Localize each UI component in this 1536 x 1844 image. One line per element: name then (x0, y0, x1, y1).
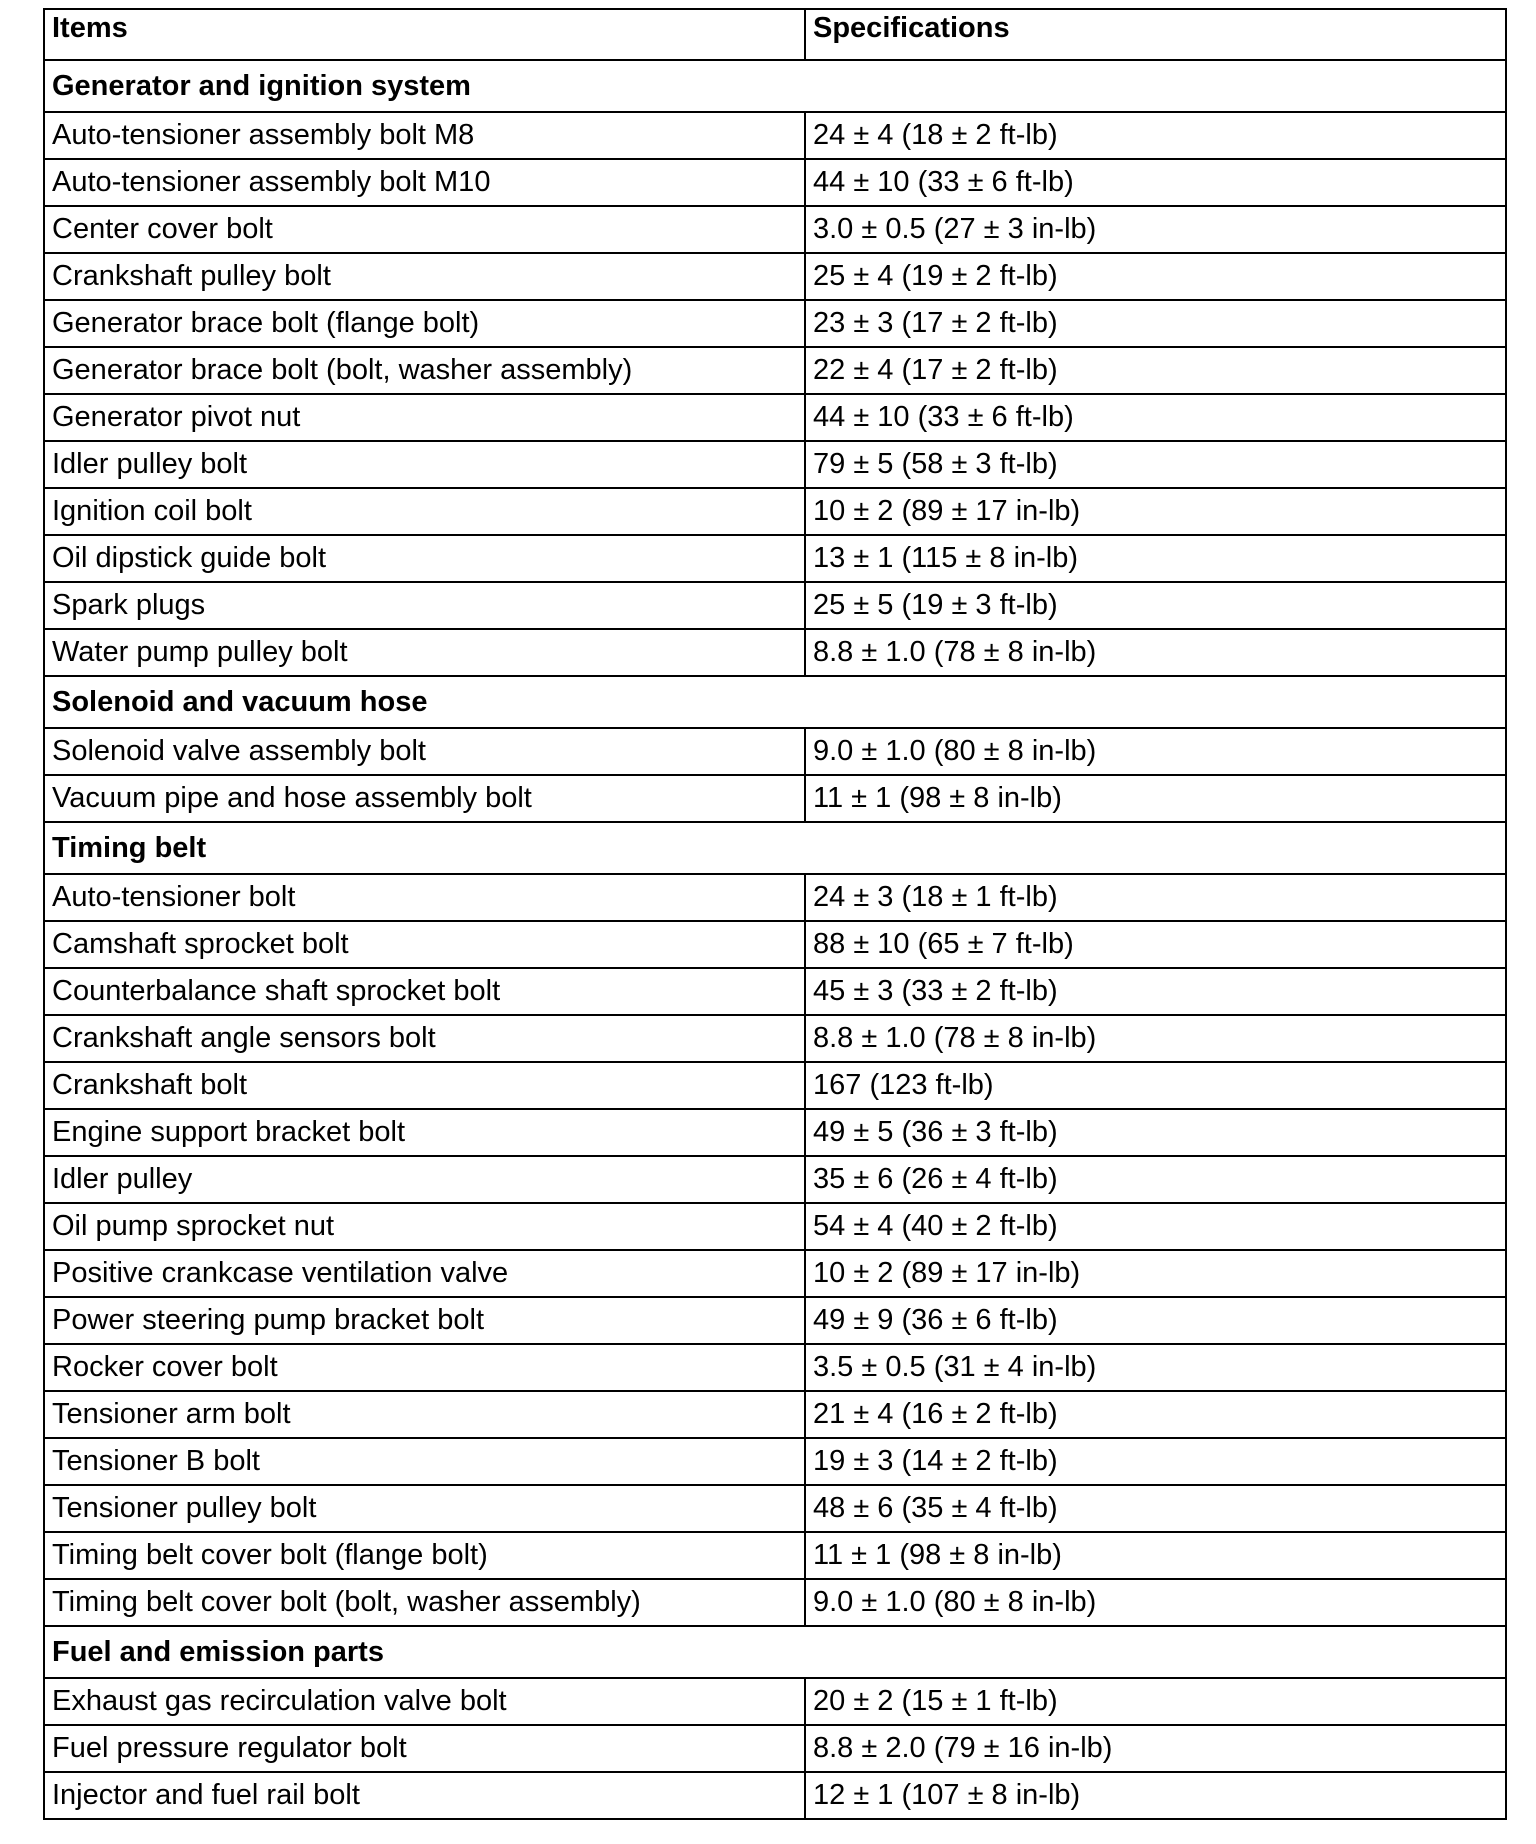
specification-cell: 8.8 ± 1.0 (78 ± 8 in-lb) (805, 629, 1506, 676)
item-cell: Oil dipstick guide bolt (44, 535, 805, 582)
table-header-row (44, 9, 1506, 60)
item-cell: Injector and fuel rail bolt (44, 1772, 805, 1819)
specification-cell: 48 ± 6 (35 ± 4 ft-lb) (805, 1485, 1506, 1532)
specification-cell: 44 ± 10 (33 ± 6 ft-lb) (805, 394, 1506, 441)
table-row (44, 1109, 1506, 1156)
specification-cell: 12 ± 1 (107 ± 8 in-lb) (805, 1772, 1506, 1819)
specification-cell: 45 ± 3 (33 ± 2 ft-lb) (805, 968, 1506, 1015)
item-cell: Idler pulley bolt (44, 441, 805, 488)
section-header-row (44, 676, 1506, 728)
table-row (44, 1532, 1506, 1579)
specification-cell: 10 ± 2 (89 ± 17 in-lb) (805, 488, 1506, 535)
item-cell: Generator brace bolt (bolt, washer assembly) (44, 347, 805, 394)
specification-cell: 88 ± 10 (65 ± 7 ft-lb) (805, 921, 1506, 968)
item-cell: Fuel pressure regulator bolt (44, 1725, 805, 1772)
table-row (44, 112, 1506, 159)
item-cell: Rocker cover bolt (44, 1344, 805, 1391)
item-cell: Camshaft sprocket bolt (44, 921, 805, 968)
table-row (44, 1062, 1506, 1109)
table-row (44, 1344, 1506, 1391)
table-row (44, 1579, 1506, 1626)
item-cell: Idler pulley (44, 1156, 805, 1203)
item-cell: Exhaust gas recirculation valve bolt (44, 1678, 805, 1725)
specification-cell: 24 ± 3 (18 ± 1 ft-lb) (805, 874, 1506, 921)
item-cell: Engine support bracket bolt (44, 1109, 805, 1156)
specification-cell: 49 ± 5 (36 ± 3 ft-lb) (805, 1109, 1506, 1156)
table-row (44, 253, 1506, 300)
item-cell: Auto-tensioner assembly bolt M10 (44, 159, 805, 206)
table-row (44, 159, 1506, 206)
item-cell: Crankshaft pulley bolt (44, 253, 805, 300)
table-row (44, 921, 1506, 968)
item-cell: Tensioner arm bolt (44, 1391, 805, 1438)
table-row (44, 535, 1506, 582)
table-row (44, 968, 1506, 1015)
specification-cell: 8.8 ± 2.0 (79 ± 16 in-lb) (805, 1725, 1506, 1772)
specification-cell: 25 ± 4 (19 ± 2 ft-lb) (805, 253, 1506, 300)
specification-cell: 20 ± 2 (15 ± 1 ft-lb) (805, 1678, 1506, 1725)
table-row (44, 728, 1506, 775)
item-cell: Solenoid valve assembly bolt (44, 728, 805, 775)
specification-cell: 9.0 ± 1.0 (80 ± 8 in-lb) (805, 1579, 1506, 1626)
table-row (44, 582, 1506, 629)
table-row (44, 347, 1506, 394)
table-row (44, 1250, 1506, 1297)
item-cell: Generator pivot nut (44, 394, 805, 441)
item-cell: Vacuum pipe and hose assembly bolt (44, 775, 805, 822)
section-header-row (44, 822, 1506, 874)
item-cell: Auto-tensioner assembly bolt M8 (44, 112, 805, 159)
specification-cell: 22 ± 4 (17 ± 2 ft-lb) (805, 347, 1506, 394)
specification-cell: 8.8 ± 1.0 (78 ± 8 in-lb) (805, 1015, 1506, 1062)
specification-cell: 167 (123 ft-lb) (805, 1062, 1506, 1109)
specification-cell: 19 ± 3 (14 ± 2 ft-lb) (805, 1438, 1506, 1485)
specification-cell: 49 ± 9 (36 ± 6 ft-lb) (805, 1297, 1506, 1344)
table-row (44, 1438, 1506, 1485)
table-row (44, 394, 1506, 441)
specification-cell: 35 ± 6 (26 ± 4 ft-lb) (805, 1156, 1506, 1203)
item-cell: Timing belt cover bolt (flange bolt) (44, 1532, 805, 1579)
section-title: Generator and ignition system (44, 60, 1506, 112)
item-cell: Generator brace bolt (flange bolt) (44, 300, 805, 347)
item-cell: Crankshaft angle sensors bolt (44, 1015, 805, 1062)
item-cell: Tensioner B bolt (44, 1438, 805, 1485)
section-title: Solenoid and vacuum hose (44, 676, 1506, 728)
table-row (44, 1678, 1506, 1725)
section-header-row (44, 60, 1506, 112)
item-cell: Auto-tensioner bolt (44, 874, 805, 921)
section-title: Timing belt (44, 822, 1506, 874)
specification-cell: 24 ± 4 (18 ± 2 ft-lb) (805, 112, 1506, 159)
specification-cell: 23 ± 3 (17 ± 2 ft-lb) (805, 300, 1506, 347)
table-row (44, 1391, 1506, 1438)
table-row (44, 206, 1506, 253)
table-row (44, 1203, 1506, 1250)
specification-cell: 9.0 ± 1.0 (80 ± 8 in-lb) (805, 728, 1506, 775)
header-specifications: Specifications (805, 9, 1506, 60)
header-items: Items (44, 9, 805, 60)
item-cell: Water pump pulley bolt (44, 629, 805, 676)
table-row (44, 441, 1506, 488)
specification-cell: 3.5 ± 0.5 (31 ± 4 in-lb) (805, 1344, 1506, 1391)
item-cell: Power steering pump bracket bolt (44, 1297, 805, 1344)
specification-cell: 79 ± 5 (58 ± 3 ft-lb) (805, 441, 1506, 488)
table-row (44, 1725, 1506, 1772)
item-cell: Spark plugs (44, 582, 805, 629)
specification-cell: 54 ± 4 (40 ± 2 ft-lb) (805, 1203, 1506, 1250)
table-row (44, 1485, 1506, 1532)
item-cell: Ignition coil bolt (44, 488, 805, 535)
table-body (44, 60, 1506, 1819)
item-cell: Timing belt cover bolt (bolt, washer assembly) (44, 1579, 805, 1626)
table-row (44, 775, 1506, 822)
specification-cell: 13 ± 1 (115 ± 8 in-lb) (805, 535, 1506, 582)
item-cell: Crankshaft bolt (44, 1062, 805, 1109)
table-row (44, 300, 1506, 347)
specification-cell: 3.0 ± 0.5 (27 ± 3 in-lb) (805, 206, 1506, 253)
item-cell: Center cover bolt (44, 206, 805, 253)
section-header-row (44, 1626, 1506, 1678)
table-row (44, 1297, 1506, 1344)
specification-cell: 11 ± 1 (98 ± 8 in-lb) (805, 775, 1506, 822)
table-row (44, 1156, 1506, 1203)
torque-spec-table (43, 8, 1507, 1820)
item-cell: Counterbalance shaft sprocket bolt (44, 968, 805, 1015)
item-cell: Oil pump sprocket nut (44, 1203, 805, 1250)
specification-cell: 21 ± 4 (16 ± 2 ft-lb) (805, 1391, 1506, 1438)
table-row (44, 488, 1506, 535)
table-row (44, 874, 1506, 921)
specification-cell: 11 ± 1 (98 ± 8 in-lb) (805, 1532, 1506, 1579)
item-cell: Tensioner pulley bolt (44, 1485, 805, 1532)
table-row (44, 1772, 1506, 1819)
specification-cell: 25 ± 5 (19 ± 3 ft-lb) (805, 582, 1506, 629)
table-row (44, 1015, 1506, 1062)
item-cell: Positive crankcase ventilation valve (44, 1250, 805, 1297)
section-title: Fuel and emission parts (44, 1626, 1506, 1678)
specification-cell: 44 ± 10 (33 ± 6 ft-lb) (805, 159, 1506, 206)
table-row (44, 629, 1506, 676)
specification-cell: 10 ± 2 (89 ± 17 in-lb) (805, 1250, 1506, 1297)
